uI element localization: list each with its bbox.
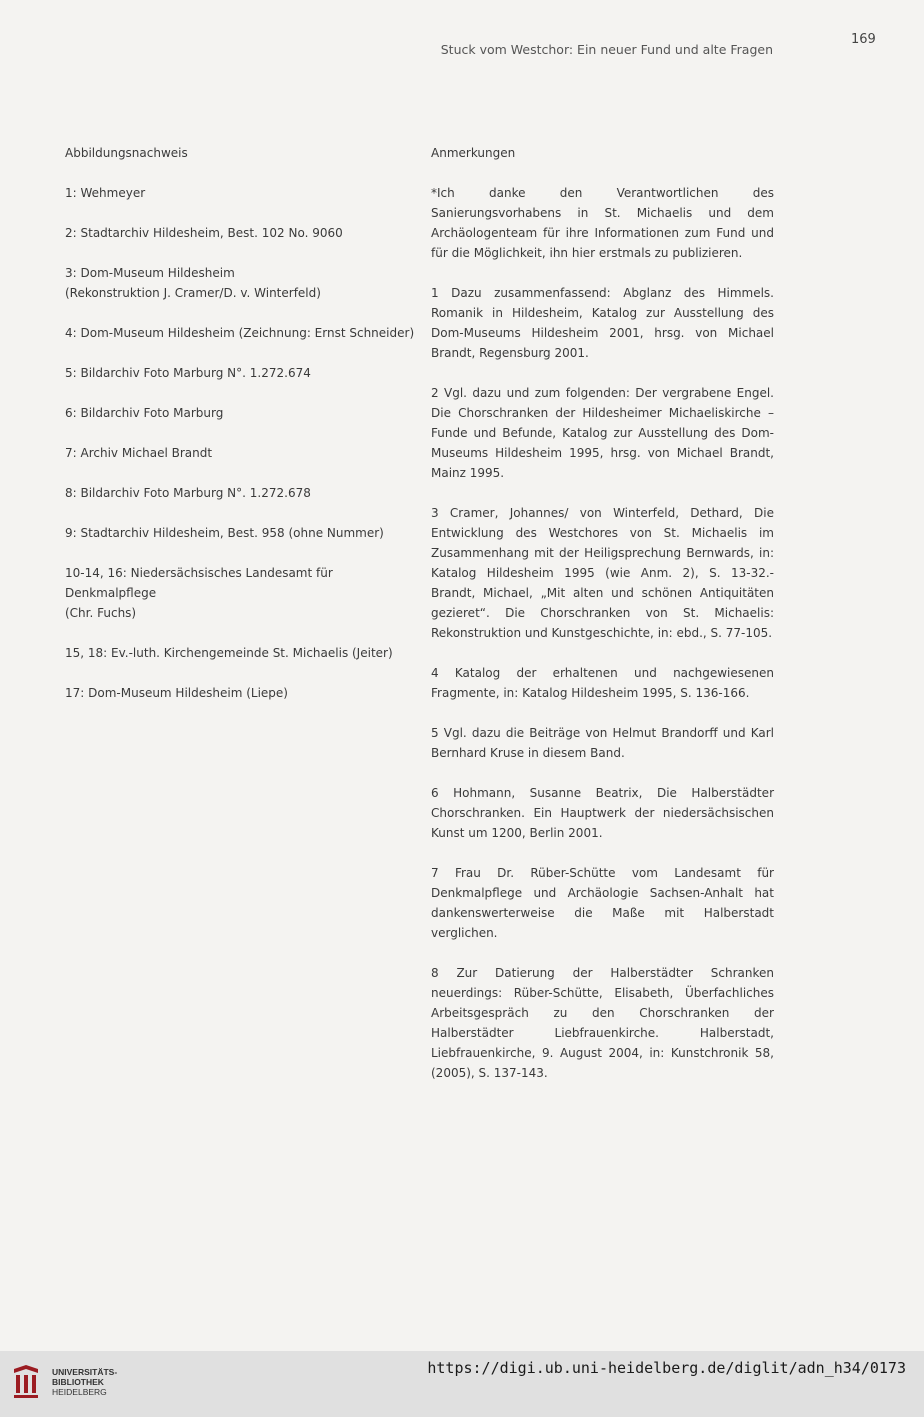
credit-line: 15, 18: Ev.-luth. Kirchengemeinde St. Michaelis (Jeiter) [65,646,393,660]
credit-line: 6: Bildarchiv Foto Marburg [65,406,224,420]
credit-line: 8: Bildarchiv Foto Marburg N°. 1.272.678 [65,486,311,500]
credit-line: 3: Dom-Museum Hildesheim [65,266,235,280]
footnote: 1 Dazu zusammenfassend: Abglanz des Himmels. Romanik in Hildesheim, Katalog zur Ausstellung des Dom-Museums Hildesheim 2001, hrsg. von Michael Brandt, Regensburg 2001. [431,286,774,360]
footnote: 8 Zur Datierung der Halberstädter Schranken neuerdings: Rüber-Schütte, Elisabeth, Überfachliches Arbeitsgespräch zu den Chorschranken der Halberstädter Liebfrauenkirche. Halberstadt, Liebfrauenkirche, 9. August 2004, in: Kunstchronik 58, (2005), S. 137-143. [431,966,774,1080]
credit-entry [65,403,415,423]
credit-line: (Chr. Fuchs) [65,606,137,620]
credit-entry [65,363,415,383]
credit-entry [65,323,415,343]
page-number: 169 [851,32,876,47]
credit-entry [65,563,415,623]
notes-column [431,143,774,1103]
footnote: 6 Hohmann, Susanne Beatrix, Die Halberstädter Chorschranken. Ein Hauptwerk der niedersächsischen Kunst um 1200, Berlin 2001. [431,786,774,840]
credit-entry [65,183,415,203]
running-title: Stuck vom Westchor: Ein neuer Fund und alte Fragen [440,42,773,57]
credit-entry [65,223,415,243]
notes-list [431,183,774,1083]
notes-heading: Anmerkungen [431,146,516,160]
footnote: 7 Frau Dr. Rüber-Schütte vom Landesamt für Denkmalpflege und Archäologie Sachsen-Anhalt hat dankenswerterweise die Maße mit Halberstadt verglichen. [431,866,774,940]
credit-line: 5: Bildarchiv Foto Marburg N°. 1.272.674 [65,366,311,380]
logo-line: HEIDELBERG [52,1387,107,1397]
footer-bar [0,1351,924,1417]
credit-entry [65,523,415,543]
credit-line: 1: Wehmeyer [65,186,146,200]
credit-line: 4: Dom-Museum Hildesheim (Zeichnung: Ernst Schneider) [65,326,415,340]
credit-entry [65,443,415,463]
footnote: 4 Katalog der erhaltenen und nachgewiesenen Fragmente, in: Katalog Hildesheim 1995, S. 136-166. [431,666,774,700]
credit-line: 9: Stadtarchiv Hildesheim, Best. 958 (ohne Nummer) [65,526,384,540]
footnote: *Ich danke den Verantwortlichen des Sanierungsvorhabens in St. Michaelis und dem Archäologenteam für ihre Informationen zum Fund und für die Möglichkeit, ihn hier erstmals zu publizieren. [431,186,774,260]
footnote: 2 Vgl. dazu und zum folgenden: Der vergrabene Engel. Die Chorschranken der Hildesheimer Michaeliskirche – Funde und Befunde, Katalog zur Ausstellung des Dom-Museums Hildesheim 1995, hrsg. von Michael Brandt, Mainz 1995. [431,386,774,480]
credit-line: (Rekonstruktion J. Cramer/D. v. Winterfeld) [65,286,321,300]
credit-line: 7: Archiv Michael Brandt [65,446,213,460]
logo-line: BIBLIOTHEK [52,1377,104,1387]
credit-line: 2: Stadtarchiv Hildesheim, Best. 102 No. 9060 [65,226,343,240]
credit-entry [65,263,415,303]
logo-line: UNIVERSITÄTS- [52,1367,118,1377]
credit-entry [65,683,415,703]
credits-heading: Abbildungsnachweis [65,146,188,160]
library-logo-text [52,1367,117,1397]
credits-list [65,183,415,703]
credit-line: 10-14, 16: Niedersächsisches Landesamt für Denkmalpflege [65,566,333,600]
library-logo[interactable] [10,1361,120,1407]
credit-line: 17: Dom-Museum Hildesheim (Liepe) [65,686,288,700]
credits-column [65,143,415,723]
credit-entry [65,483,415,503]
library-logo-icon [10,1363,42,1399]
credit-entry [65,643,415,663]
permalink-url[interactable]: https://digi.ub.uni-heidelberg.de/diglit/adn_h34/0173 [427,1359,906,1377]
footnote: 3 Cramer, Johannes/ von Winterfeld, Dethard, Die Entwicklung des Westchores von St. Michaelis im Zusammenhang mit der Heiligsprechung Bernwards, in: Katalog Hildesheim 1995 (wie Anm. 2), S. 13-32.- Brandt, Michael, „Mit alten und schönen Antiquitäten gezieret“. Die Chorschranken von St. Michaelis: Rekonstruktion und Kunstgeschichte, in: ebd., S. 77-105. [431,506,774,640]
footnote: 5 Vgl. dazu die Beiträge von Helmut Brandorff und Karl Bernhard Kruse in diesem Band. [431,726,774,760]
